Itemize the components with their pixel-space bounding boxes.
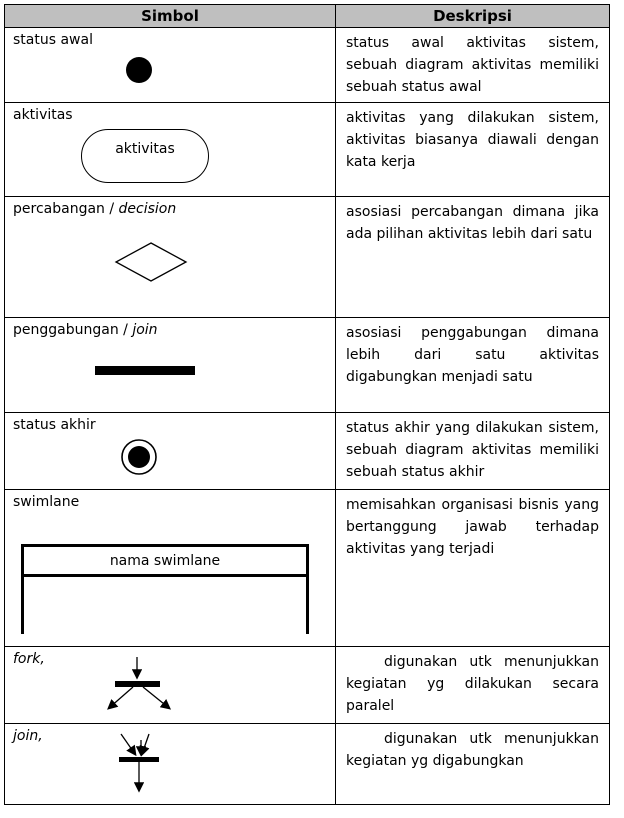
initial-state-icon	[121, 52, 157, 88]
table-row	[5, 197, 610, 318]
description-cell	[336, 413, 610, 490]
description-text: digunakan utk menunjukkan kegiatan yg digabungkan	[346, 731, 599, 769]
symbol-label	[13, 651, 45, 667]
description-text: status awal aktivitas sistem, sebuah diagram aktivitas memiliki sebuah status awal	[346, 35, 599, 95]
table-header-row	[5, 5, 610, 28]
table-row	[5, 318, 610, 413]
swimlane-header	[24, 547, 306, 577]
symbol-label-italic: join,	[13, 728, 43, 744]
swimlane-header-text: nama swimlane	[109, 552, 221, 569]
table-row	[5, 647, 610, 724]
symbol-table	[4, 4, 610, 805]
symbol-label	[13, 728, 43, 744]
decision-diamond-icon	[113, 241, 189, 283]
description-text: asosiasi percabangan dimana jika ada pilihan aktivitas lebih dari satu	[346, 204, 599, 242]
table-row	[5, 103, 610, 197]
description-text: asosiasi penggabungan dimana lebih dari satu aktivitas digabungkan menjadi satu	[346, 325, 599, 385]
description-text: aktivitas yang dilakukan sistem, aktivitas biasanya diawali dengan kata kerja	[346, 110, 599, 170]
description-cell	[336, 724, 610, 805]
description-cell	[336, 103, 610, 197]
symbol-label: status akhir	[13, 417, 96, 433]
symbol-cell	[5, 28, 336, 103]
symbol-cell	[5, 197, 336, 318]
symbol-label-italic: decision	[118, 201, 177, 217]
symbol-label	[13, 201, 176, 217]
description-cell	[336, 490, 610, 647]
swimlane-shape	[21, 544, 309, 634]
symbol-label: aktivitas	[13, 107, 73, 123]
description-text: status akhir yang dilakukan sistem, sebuah diagram aktivitas memiliki sebuah status akhir	[346, 420, 599, 480]
symbol-label: swimlane	[13, 494, 80, 510]
symbol-cell	[5, 724, 336, 805]
description-text: digunakan utk menunjukkan kegiatan yg dilakukan secara paralel	[346, 654, 599, 714]
join-icon	[113, 732, 169, 798]
description-cell	[336, 197, 610, 318]
table-row	[5, 413, 610, 490]
symbol-cell	[5, 103, 336, 197]
symbol-cell	[5, 318, 336, 413]
symbol-label-italic: fork,	[13, 651, 45, 667]
header-symbol: Simbol	[5, 5, 336, 28]
description-cell	[336, 28, 610, 103]
table-row	[5, 724, 610, 805]
table-row	[5, 28, 610, 103]
symbol-label: status awal	[13, 32, 93, 48]
description-cell	[336, 647, 610, 724]
symbol-cell	[5, 647, 336, 724]
symbol-label-text: penggabungan /	[13, 322, 133, 338]
symbol-label	[13, 322, 158, 338]
join-bar-icon	[95, 366, 195, 375]
description-text: memisahkan organisasi bisnis yang bertanggung jawab terhadap aktivitas yang terjadi	[346, 497, 599, 557]
activity-shape	[81, 129, 209, 183]
symbol-label-text: percabangan /	[13, 201, 119, 217]
header-description: Deskripsi	[336, 5, 610, 28]
final-state-icon	[119, 437, 159, 477]
symbol-cell	[5, 413, 336, 490]
fork-icon	[97, 655, 177, 715]
activity-shape-text: aktivitas	[115, 141, 175, 157]
description-cell	[336, 318, 610, 413]
symbol-cell	[5, 490, 336, 647]
symbol-label-italic: join	[132, 322, 158, 338]
table-row	[5, 490, 610, 647]
